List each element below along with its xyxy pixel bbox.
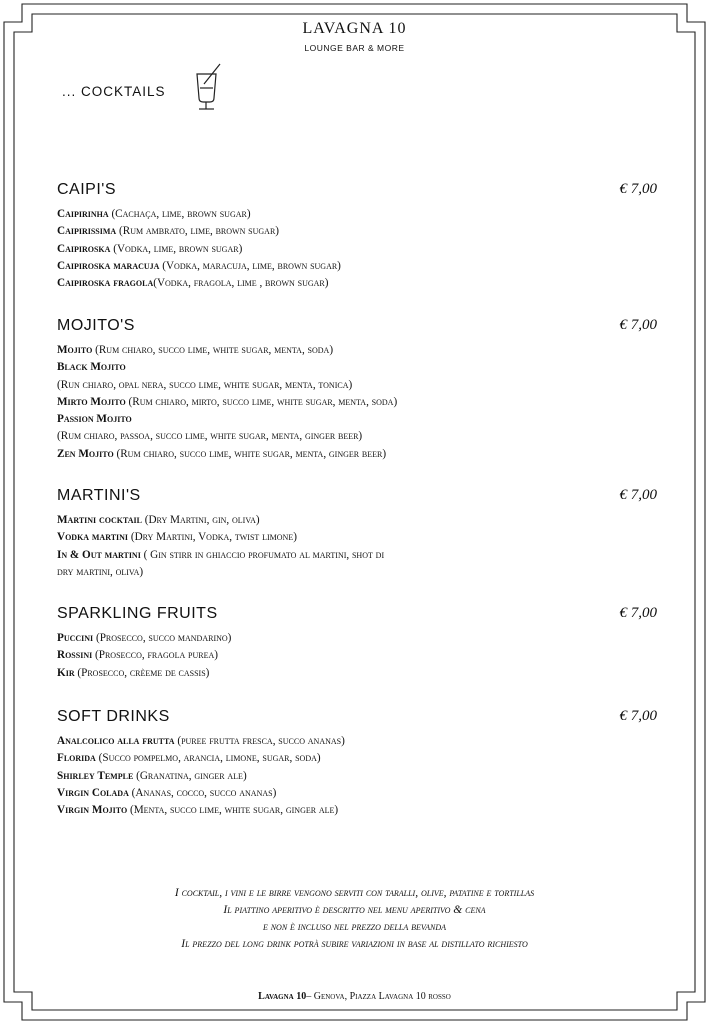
- item-description: (Run chiaro, opal nera, succo lime, white sugar, menta, tonica): [57, 378, 353, 391]
- section-martinis: [57, 487, 657, 581]
- item-name: Puccini: [57, 632, 94, 644]
- footer-brand: Lavagna 10: [258, 991, 307, 1002]
- note-line: e non è incluso nel prezzo della bevanda: [262, 921, 447, 933]
- section-title: SOFT DRINKS: [57, 708, 170, 725]
- section-title: MOJITO'S: [57, 317, 135, 334]
- item-name: Florida: [57, 752, 96, 765]
- item-description: (Granatina, ginger ale): [133, 769, 247, 782]
- menu-item: [57, 411, 657, 428]
- section-header: [57, 487, 657, 511]
- menu-item: [57, 630, 657, 647]
- section-mojitos: [57, 317, 657, 463]
- section-header: [57, 181, 657, 205]
- section-soft-drinks: [57, 708, 657, 819]
- section-sparkling-fruits: [57, 605, 657, 682]
- item-name: Kir: [57, 666, 75, 679]
- item-description: (Prosecco, fragola purea): [92, 649, 218, 662]
- section-price: € 7,00: [619, 181, 657, 197]
- item-name: Analcolico alla frutta: [57, 735, 175, 747]
- item-name: Shirley Temple: [57, 769, 134, 782]
- item-description: (Vodka, fragola, lime , brown sugar): [153, 277, 329, 290]
- page-title: LAVAGNA 10: [302, 20, 407, 37]
- menu-item: [57, 750, 657, 767]
- menu-item: [57, 223, 657, 240]
- item-name: Caipiroska maracuja: [57, 259, 160, 272]
- menu-item: [57, 258, 657, 275]
- section-header: [57, 317, 657, 341]
- menu-item: [57, 768, 657, 785]
- page-subtitle: LOUNGE BAR & MORE: [304, 43, 405, 53]
- item-description: (Rum chiaro, succo lime, white sugar, menta, ginger beer): [113, 447, 387, 460]
- section-title: MARTINI'S: [57, 487, 141, 504]
- item-name: Caipirinha: [57, 208, 109, 220]
- item-name: Mirto Mojito: [57, 395, 126, 408]
- item-description: (Rum chiaro, mirto, succo lime, white sugar, menta, soda): [125, 395, 398, 408]
- item-description: (Vodka, lime, brown sugar): [110, 242, 243, 255]
- item-name: Martini cocktail: [57, 514, 142, 526]
- notes-block: [0, 885, 709, 953]
- item-description: (puree frutta fresca, succo ananas): [174, 735, 345, 747]
- item-name: Passion Mojito: [57, 413, 132, 426]
- menu-item: [57, 529, 657, 546]
- menu-item: [57, 785, 657, 802]
- section-title: CAIPI'S: [57, 181, 117, 198]
- cocktails-heading: ... COCKTAILS: [62, 84, 166, 99]
- menu-item: [57, 564, 657, 581]
- menu-item: [57, 275, 657, 292]
- menu-item: [57, 733, 657, 750]
- item-name: Zen Mojito: [57, 447, 114, 460]
- footer-address: – Genova, Piazza Lavagna 10 rosso: [306, 991, 451, 1002]
- item-name: Vodka martini: [57, 531, 129, 544]
- section-header: [57, 605, 657, 629]
- menu-item: [57, 377, 657, 394]
- menu-item: [57, 342, 657, 359]
- menu-item: [57, 428, 657, 445]
- item-description: (Dry Martini, Vodka, twist limone): [128, 531, 297, 544]
- item-description: (Prosecco, succo mandarino): [93, 632, 232, 644]
- note-line: Il prezzo del long drink potrà subire variazioni in base al distillato richiesto: [181, 938, 528, 950]
- item-description: (Menta, succo lime, white sugar, ginger ale): [127, 804, 339, 817]
- item-name: Caipiroska: [57, 242, 111, 255]
- item-description: (Cachaça, lime, brown sugar): [108, 208, 251, 220]
- section-price: € 7,00: [619, 317, 657, 333]
- note-line: Il piattino aperitivo è descritto nel menu aperitivo & cena: [223, 904, 486, 916]
- section-header: [57, 708, 657, 732]
- footer: [0, 991, 709, 1002]
- item-name: Virgin Colada: [57, 786, 129, 799]
- item-description: (Vodka, maracuja, lime, brown sugar): [159, 259, 341, 272]
- section-price: € 7,00: [619, 487, 657, 503]
- note-line: I cocktail, i vini e le birre vengono serviti con taralli, olive, patatine e tortillas: [174, 887, 535, 899]
- item-name: Black Mojito: [57, 361, 126, 374]
- item-name: Caipirissima: [57, 225, 117, 238]
- menu-item: [57, 359, 657, 376]
- item-description: dry martini, oliva): [57, 565, 144, 578]
- item-name: Mojito: [57, 344, 93, 356]
- menu-item: [57, 446, 657, 463]
- section-price: € 7,00: [619, 605, 657, 621]
- section-caipis: [57, 181, 657, 292]
- section-price: € 7,00: [619, 708, 657, 724]
- item-description: (Dry Martini, gin, oliva): [141, 514, 260, 526]
- item-name: In & Out martini: [57, 548, 141, 561]
- menu-item: [57, 802, 657, 819]
- item-name: Caipiroska fragola: [57, 277, 154, 290]
- item-name: Rossini: [57, 649, 93, 662]
- item-description: (Ananas, cocco, succo ananas): [128, 786, 277, 799]
- section-title: SPARKLING FRUITS: [57, 605, 218, 622]
- menu-item: [57, 394, 657, 411]
- menu-item: [57, 647, 657, 664]
- menu-item: [57, 206, 657, 223]
- item-description: ( Gin stirr in ghiaccio profumato al martini, shot di: [140, 548, 385, 561]
- item-description: (Prosecco, crèeme de cassis): [74, 666, 210, 679]
- item-description: (Rum chiaro, succo lime, white sugar, menta, soda): [92, 344, 334, 356]
- menu-item: [57, 547, 657, 564]
- menu-item: [57, 512, 657, 529]
- item-description: (Succo pompelmo, arancia, limone, sugar, soda): [95, 752, 321, 765]
- item-description: (Rum ambrato, lime, brown sugar): [116, 225, 280, 238]
- item-description: (Rum chiaro, passoa, succo lime, white sugar, menta, ginger beer): [57, 430, 363, 443]
- menu-item: [57, 241, 657, 258]
- item-name: Virgin Mojito: [57, 804, 128, 817]
- cocktail-glass-icon: [190, 62, 224, 112]
- menu-item: [57, 665, 657, 682]
